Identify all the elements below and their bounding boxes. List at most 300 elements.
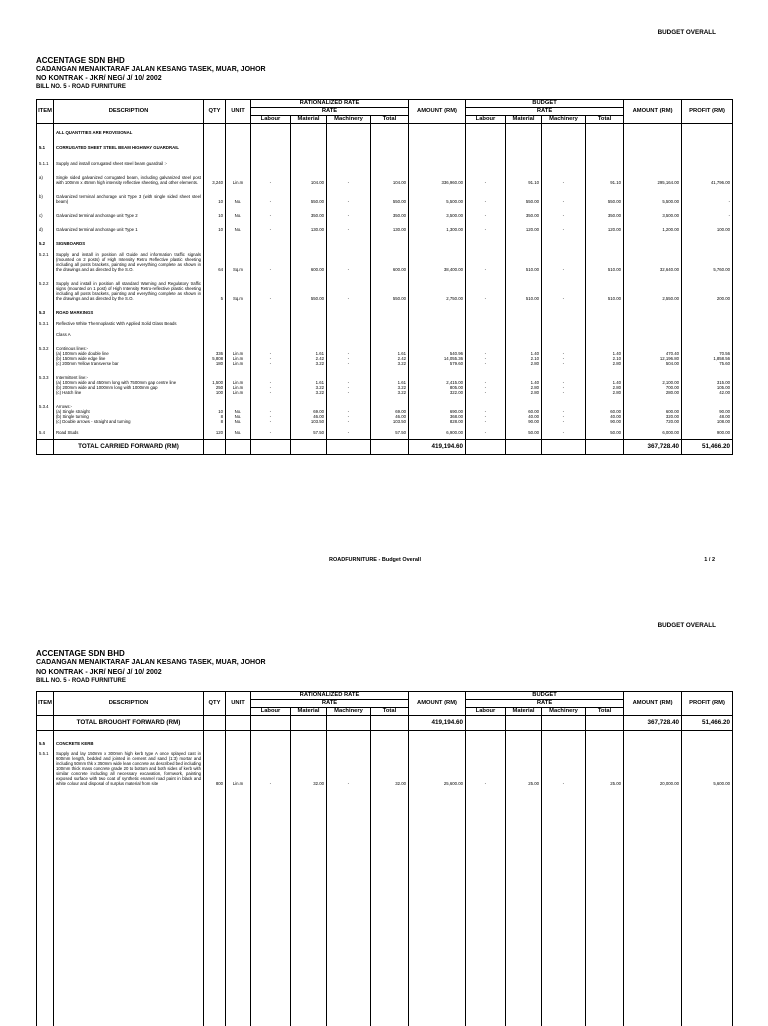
- cell-unit: No.: [226, 409, 251, 414]
- cell-machinery: -: [327, 281, 371, 301]
- cell-budget-machinery: -: [542, 390, 586, 395]
- cell-budget-total: 60.00: [586, 409, 624, 414]
- cell-budget-amount: 6,000.00: [624, 430, 682, 435]
- cell-item: 5.4: [37, 430, 54, 435]
- col-budget-labour: Labour: [466, 116, 506, 124]
- company-name: ACCENTAGE SDN BHD: [36, 56, 125, 65]
- cell-budget-machinery: -: [542, 213, 586, 218]
- cell-total: 2.42: [371, 356, 409, 361]
- cell-amount: 828.00: [409, 419, 466, 424]
- cell-budget-amount: 2,100.00: [624, 380, 682, 385]
- cell-budget-machinery: -: [542, 227, 586, 232]
- page-2: [0, 590, 768, 1024]
- cell-budget-machinery: -: [542, 356, 586, 361]
- cell-material: 1.61: [291, 380, 327, 385]
- col-qty: QTY: [204, 692, 226, 716]
- cell-total: 57.50: [371, 430, 409, 435]
- cell-budget-labour: -: [466, 385, 506, 390]
- cell-budget-labour: -: [466, 380, 506, 385]
- cell-description: Galvanized terminal anchorage unit Type 3 (with single sided sheet steel beam): [54, 194, 204, 204]
- col-budget-material: Material: [506, 116, 542, 124]
- cell-budget-amount: 20,000.00: [624, 751, 682, 786]
- col-budget-rate: RATE: [466, 108, 624, 116]
- cell-budget-material: 550.00: [506, 194, 542, 204]
- cell-material: 550.00: [291, 194, 327, 204]
- cell-labour: -: [251, 351, 291, 356]
- total-carried-forward-row: [37, 440, 733, 455]
- cell-item: 5.2.2: [37, 281, 54, 301]
- cell-unit: No.: [226, 213, 251, 218]
- total-brought-forward-profit: 51,466.20: [682, 716, 733, 731]
- cell-machinery: -: [327, 380, 371, 385]
- col-profit: PROFIT (RM): [682, 100, 733, 124]
- cell-budget-total: 25.00: [586, 751, 624, 786]
- table-row: 5.1.1 Supply and install corrugated sheet steel beam guardrail :-: [37, 161, 733, 166]
- cell-qty: 8: [204, 414, 226, 419]
- cell-budget-labour: -: [466, 390, 506, 395]
- cell-budget-amount: 295,164.00: [624, 175, 682, 185]
- cell-unit: Lin.m: [226, 751, 251, 786]
- cell-unit: Lin.m: [226, 390, 251, 395]
- cell-budget-amount: 1,200.00: [624, 227, 682, 232]
- cell-total: 69.00: [371, 409, 409, 414]
- cell-material: 130.00: [291, 227, 327, 232]
- cell-qty: 336: [204, 351, 226, 356]
- cell-material: 1.61: [291, 351, 327, 356]
- col-budget-labour: Labour: [466, 708, 506, 716]
- cell-budget-machinery: -: [542, 281, 586, 301]
- col-profit: PROFIT (RM): [682, 692, 733, 716]
- cell-labour: -: [251, 385, 291, 390]
- cell-amount: 38,400.00: [409, 252, 466, 272]
- table-row: 5.3 ROAD MARKINGS: [37, 310, 733, 315]
- cell-description: (b) 150mm wide edge line: [54, 356, 204, 361]
- cell-unit: No.: [226, 419, 251, 424]
- cell-profit: 48.00: [682, 414, 733, 419]
- cell-total: 46.00: [371, 414, 409, 419]
- cell-qty: 10: [204, 227, 226, 232]
- cell-profit: 108.00: [682, 419, 733, 424]
- total-carried-forward-budget-amount: 367,728.40: [624, 440, 682, 455]
- cell-budget-amount: 12,196.80: [624, 356, 682, 361]
- col-qty: QTY: [204, 100, 226, 124]
- col-rate: RATE: [251, 108, 409, 116]
- table-row: 5.5 CONCRETE KERB: [37, 741, 733, 746]
- cell-budget-amount: 5,500.00: [624, 194, 682, 204]
- cell-budget-machinery: -: [542, 751, 586, 786]
- table-row: Class A: [37, 332, 733, 337]
- cell-profit: 42.00: [682, 390, 733, 395]
- col-labour: Labour: [251, 708, 291, 716]
- col-budget-machinery: Machinery: [542, 708, 586, 716]
- cell-budget-total: 510.00: [586, 252, 624, 272]
- cell-budget-labour: -: [466, 419, 506, 424]
- cell-amount: 540.96: [409, 351, 466, 356]
- cell-machinery: -: [327, 361, 371, 366]
- col-item: ITEM: [37, 692, 54, 716]
- cell-budget-material: 350.00: [506, 213, 542, 218]
- cell-material: 350.00: [291, 213, 327, 218]
- cell-item: b): [37, 194, 54, 204]
- cell-qty: 8: [204, 419, 226, 424]
- cell-material: 3.22: [291, 361, 327, 366]
- col-machinery: Machinery: [327, 708, 371, 716]
- cell-budget-amount: 600.00: [624, 409, 682, 414]
- cell-budget-material: 1.40: [506, 380, 542, 385]
- cell-description: Galvanized terminal anchorage unit Type 2: [54, 213, 204, 218]
- cell-budget-machinery: -: [542, 175, 586, 185]
- total-brought-forward-label: TOTAL BROUGHT FORWARD (RM): [54, 716, 204, 731]
- cell-total: 130.00: [371, 227, 409, 232]
- cell-budget-amount: 2,550.00: [624, 281, 682, 301]
- cell-amount: 1,300.00: [409, 227, 466, 232]
- cell-description: (c) 200mm Yellow transverse bar: [54, 361, 204, 366]
- col-total: Total: [371, 116, 409, 124]
- cell-machinery: -: [327, 213, 371, 218]
- col-budget-total: Total: [586, 116, 624, 124]
- table-row: 5.3.2 Continous lines:-: [37, 346, 733, 351]
- cell-budget-labour: -: [466, 430, 506, 435]
- cell-description: (a) 100mm wide double line: [54, 351, 204, 356]
- cell-labour: -: [251, 430, 291, 435]
- cell-machinery: -: [327, 385, 371, 390]
- cell-material: 57.50: [291, 430, 327, 435]
- cell-material: 103.50: [291, 419, 327, 424]
- cell-budget-machinery: -: [542, 414, 586, 419]
- cell-labour: -: [251, 390, 291, 395]
- cell-profit: 1,858.56: [682, 356, 733, 361]
- cell-labour: -: [251, 175, 291, 185]
- cell-budget-total: 50.00: [586, 430, 624, 435]
- cell-budget-amount: 504.00: [624, 361, 682, 366]
- cell-budget-labour: -: [466, 409, 506, 414]
- cell-machinery: -: [327, 409, 371, 414]
- budget-overall-tag: BUDGET OVERALL: [657, 29, 716, 36]
- cell-unit: Lin.m: [226, 385, 251, 390]
- table-row: ALL QUANTITIES ARE PROVISIONAL: [37, 130, 733, 135]
- cell-description: (a) Single straight: [54, 409, 204, 414]
- cell-budget-amount: 720.00: [624, 419, 682, 424]
- cell-budget-labour: -: [466, 281, 506, 301]
- col-budget-amount: AMOUNT (RM): [624, 692, 682, 716]
- cell-unit: No.: [226, 194, 251, 204]
- bill-table: [36, 691, 733, 1026]
- cell-description: Single sided galvanized corrugated beam, including galvanized steel post with 100mm x 45mm high intensity reflective sheeting, and other elements.: [54, 175, 204, 185]
- col-budget: BUDGET: [466, 100, 624, 108]
- cell-unit: Sq.m: [226, 281, 251, 301]
- cell-item: d): [37, 227, 54, 232]
- cell-qty: 5: [204, 281, 226, 301]
- table-row: 5.3.3 Intermittent line:-: [37, 375, 733, 380]
- cell-budget-machinery: -: [542, 380, 586, 385]
- cell-description: (c) Double arrows - straight and turning: [54, 419, 204, 424]
- cell-material: 3.22: [291, 390, 327, 395]
- cell-qty: 250: [204, 385, 226, 390]
- cell-budget-material: 2.80: [506, 361, 542, 366]
- cell-machinery: -: [327, 414, 371, 419]
- cell-labour: -: [251, 751, 291, 786]
- cell-profit: 70.56: [682, 351, 733, 356]
- col-budget-total: Total: [586, 708, 624, 716]
- cell-machinery: -: [327, 751, 371, 786]
- cell-budget-amount: 280.00: [624, 390, 682, 395]
- cell-machinery: -: [327, 430, 371, 435]
- cell-budget-material: 25.00: [506, 751, 542, 786]
- cell-profit: -: [682, 194, 733, 204]
- cell-unit: Lin.m: [226, 356, 251, 361]
- cell-budget-total: 2.80: [586, 361, 624, 366]
- cell-unit: No.: [226, 227, 251, 232]
- cell-total: 3.22: [371, 361, 409, 366]
- cell-budget-material: 40.00: [506, 414, 542, 419]
- cell-machinery: -: [327, 252, 371, 272]
- cell-amount: 5,500.00: [409, 194, 466, 204]
- col-total: Total: [371, 708, 409, 716]
- cell-qty: 5,808: [204, 356, 226, 361]
- cell-material: 550.00: [291, 281, 327, 301]
- cell-material: 69.00: [291, 409, 327, 414]
- cell-total: 3.22: [371, 390, 409, 395]
- cell-total: 103.50: [371, 419, 409, 424]
- table-row: 5.3.4 Arrows:-: [37, 404, 733, 409]
- col-budget-amount: AMOUNT (RM): [624, 100, 682, 124]
- col-material: Material: [291, 116, 327, 124]
- cell-labour: -: [251, 252, 291, 272]
- cell-labour: -: [251, 361, 291, 366]
- cell-labour: -: [251, 419, 291, 424]
- cell-budget-material: 91.10: [506, 175, 542, 185]
- cell-budget-labour: -: [466, 227, 506, 232]
- cell-budget-machinery: -: [542, 361, 586, 366]
- cell-item: a): [37, 175, 54, 185]
- col-description: DESCRIPTION: [54, 692, 204, 716]
- cell-budget-amount: 470.40: [624, 351, 682, 356]
- col-rationalized-rate: RATIONALIZED RATE: [251, 100, 409, 108]
- table-row: [37, 194, 733, 204]
- cell-amount: 25,600.00: [409, 751, 466, 786]
- cell-material: 600.00: [291, 252, 327, 272]
- cell-material: 104.00: [291, 175, 327, 185]
- cell-amount: 3,500.00: [409, 213, 466, 218]
- cell-qty: 120: [204, 430, 226, 435]
- cell-budget-labour: -: [466, 194, 506, 204]
- cell-budget-total: 1.40: [586, 351, 624, 356]
- cell-profit: 900.00: [682, 430, 733, 435]
- cell-amount: 805.00: [409, 385, 466, 390]
- table-row: [37, 281, 733, 301]
- cell-item: 5.5.1: [37, 751, 54, 786]
- cell-budget-material: 60.00: [506, 409, 542, 414]
- cell-amount: 336,960.00: [409, 175, 466, 185]
- cell-total: 550.00: [371, 281, 409, 301]
- col-budget-rate: RATE: [466, 700, 624, 708]
- col-budget-material: Material: [506, 708, 542, 716]
- cell-budget-amount: 3,500.00: [624, 213, 682, 218]
- cell-total: 1.61: [371, 351, 409, 356]
- table-row: 5.3.1 Reflective White Thermoplastic With Applied Solid Glass Beads: [37, 321, 733, 326]
- cell-amount: 579.60: [409, 361, 466, 366]
- cell-budget-labour: -: [466, 252, 506, 272]
- cell-labour: -: [251, 414, 291, 419]
- cell-description: (a) 100mm wide and 450mm long with 7500mm gap centre line: [54, 380, 204, 385]
- cell-material: 32.00: [291, 751, 327, 786]
- cell-budget-total: 1.40: [586, 380, 624, 385]
- col-rationalized-rate: RATIONALIZED RATE: [251, 692, 409, 700]
- cell-unit: Sq.m: [226, 252, 251, 272]
- cell-budget-material: 510.00: [506, 281, 542, 301]
- cell-qty: 10: [204, 409, 226, 414]
- cell-amount: 368.00: [409, 414, 466, 419]
- cell-labour: -: [251, 227, 291, 232]
- cell-budget-material: 1.40: [506, 351, 542, 356]
- bill-title: BILL NO. 5 - ROAD FURNITURE: [36, 84, 126, 90]
- cell-description: Supply and install in position all Guide and information traffic signals (mounted on 2 posts) of High Intensity Retro Reflective plastic sheeting including all posts brackets, painting and everything complete as shown in the drawings and as directed by the S.O.: [54, 252, 204, 272]
- cell-description: Road Studs: [54, 430, 204, 435]
- cell-budget-total: 91.10: [586, 175, 624, 185]
- cell-qty: 800: [204, 751, 226, 786]
- cell-unit: No.: [226, 414, 251, 419]
- budget-overall-tag: BUDGET OVERALL: [657, 622, 716, 629]
- cell-budget-total: 350.00: [586, 213, 624, 218]
- cell-budget-machinery: -: [542, 430, 586, 435]
- cell-qty: 10: [204, 194, 226, 204]
- cell-budget-machinery: -: [542, 419, 586, 424]
- cell-material: 46.00: [291, 414, 327, 419]
- cell-description: (c) Hatch line: [54, 390, 204, 395]
- col-labour: Labour: [251, 116, 291, 124]
- cell-amount: 2,750.00: [409, 281, 466, 301]
- cell-profit: 200.00: [682, 281, 733, 301]
- col-item: ITEM: [37, 100, 54, 124]
- col-material: Material: [291, 708, 327, 716]
- cell-budget-labour: -: [466, 414, 506, 419]
- total-brought-forward-amount: 419,194.60: [409, 716, 466, 731]
- cell-item: 5.2.1: [37, 252, 54, 272]
- col-amount: AMOUNT (RM): [409, 692, 466, 716]
- cell-budget-machinery: -: [542, 194, 586, 204]
- cell-budget-machinery: -: [542, 385, 586, 390]
- project-title: CADANGAN MENAIKTARAF JALAN KESANG TASEK, MUAR, JOHOR: [36, 66, 266, 73]
- table-row: [37, 252, 733, 272]
- cell-budget-amount: 320.00: [624, 414, 682, 419]
- table-row: [37, 751, 733, 786]
- col-unit: UNIT: [226, 692, 251, 716]
- cell-unit: Lin.m: [226, 175, 251, 185]
- cell-amount: 690.00: [409, 409, 466, 414]
- cell-budget-labour: -: [466, 351, 506, 356]
- total-carried-forward-amount: 419,194.60: [409, 440, 466, 455]
- col-description: DESCRIPTION: [54, 100, 204, 124]
- cell-budget-labour: -: [466, 356, 506, 361]
- cell-budget-total: 120.00: [586, 227, 624, 232]
- cell-machinery: -: [327, 227, 371, 232]
- total-brought-forward-budget-amount: 367,728.40: [624, 716, 682, 731]
- cell-budget-machinery: -: [542, 409, 586, 414]
- cell-budget-total: 40.00: [586, 414, 624, 419]
- col-amount: AMOUNT (RM): [409, 100, 466, 124]
- col-budget: BUDGET: [466, 692, 624, 700]
- cell-profit: 100.00: [682, 227, 733, 232]
- cell-machinery: -: [327, 419, 371, 424]
- cell-amount: 2,415.00: [409, 380, 466, 385]
- col-budget-machinery: Machinery: [542, 116, 586, 124]
- cell-budget-total: 510.00: [586, 281, 624, 301]
- cell-profit: 5,760.00: [682, 252, 733, 272]
- cell-total: 550.00: [371, 194, 409, 204]
- cell-amount: 6,900.00: [409, 430, 466, 435]
- cell-budget-total: 90.00: [586, 419, 624, 424]
- cell-budget-labour: -: [466, 361, 506, 366]
- col-rate: RATE: [251, 700, 409, 708]
- cell-budget-material: 120.00: [506, 227, 542, 232]
- cell-profit: 41,796.00: [682, 175, 733, 185]
- cell-qty: 64: [204, 252, 226, 272]
- cell-budget-total: 2.80: [586, 390, 624, 395]
- page-number: 1 / 2: [704, 557, 715, 563]
- cell-labour: -: [251, 281, 291, 301]
- cell-labour: -: [251, 356, 291, 361]
- cell-labour: -: [251, 409, 291, 414]
- cell-budget-machinery: -: [542, 252, 586, 272]
- cell-budget-total: 2.10: [586, 356, 624, 361]
- cell-material: 3.22: [291, 385, 327, 390]
- cell-budget-material: 50.00: [506, 430, 542, 435]
- total-carried-forward-profit: 51,466.20: [682, 440, 733, 455]
- project-title: CADANGAN MENAIKTARAF JALAN KESANG TASEK, MUAR, JOHOR: [36, 659, 266, 666]
- cell-total: 350.00: [371, 213, 409, 218]
- cell-total: 3.22: [371, 385, 409, 390]
- cell-qty: 100: [204, 390, 226, 395]
- cell-unit: Lin.m: [226, 361, 251, 366]
- cell-machinery: -: [327, 390, 371, 395]
- cell-profit: -: [682, 213, 733, 218]
- cell-budget-material: 2.80: [506, 390, 542, 395]
- col-unit: UNIT: [226, 100, 251, 124]
- cell-description: Supply and install in position all standard Warning and Regulatory traffic signs (mounted on 1 post) of High Intensity Retro-reflective plastic sheeting including all posts brackets, painting and everything complete as shown in the drawings and as directed by the S.O.: [54, 281, 204, 301]
- cell-budget-total: 550.00: [586, 194, 624, 204]
- cell-machinery: -: [327, 175, 371, 185]
- contract-number: NO KONTRAK - JKR/ NEG/ J/ 10/ 2002: [36, 669, 162, 676]
- cell-budget-amount: 700.00: [624, 385, 682, 390]
- cell-total: 600.00: [371, 252, 409, 272]
- cell-profit: 315.00: [682, 380, 733, 385]
- cell-budget-material: 2.10: [506, 356, 542, 361]
- cell-amount: 14,055.36: [409, 356, 466, 361]
- cell-amount: 322.00: [409, 390, 466, 395]
- cell-budget-total: 2.80: [586, 385, 624, 390]
- cell-budget-material: 2.80: [506, 385, 542, 390]
- cell-budget-material: 90.00: [506, 419, 542, 424]
- bill-table: [36, 99, 733, 455]
- cell-budget-labour: -: [466, 751, 506, 786]
- cell-labour: -: [251, 380, 291, 385]
- cell-unit: No.: [226, 430, 251, 435]
- cell-profit: 5,600.00: [682, 751, 733, 786]
- cell-description: Galvanized terminal anchorage unit Type 1: [54, 227, 204, 232]
- cell-total: 32.00: [371, 751, 409, 786]
- cell-description: Supply and lay 150mm x 300mm high kerb type A once splayed cast in 600mm length, bedded and jointed in cement and sand (1:3) mortar and including 50mm thk x 350mm wide lean concrete as described bed including 100mm thick mass concrete grade 20 to bottom and both sides of kerb with similar concrete including all necessary excavation, formwork, painting exposed surface with two coat of synthetic enamel road paint in black and white colour and disposal of surplus material from site: [54, 751, 204, 786]
- cell-profit: 75.60: [682, 361, 733, 366]
- cell-budget-labour: -: [466, 175, 506, 185]
- cell-labour: -: [251, 213, 291, 218]
- cell-unit: Lin.m: [226, 351, 251, 356]
- cell-qty: 180: [204, 361, 226, 366]
- cell-total: 1.61: [371, 380, 409, 385]
- cell-unit: Lin.m: [226, 380, 251, 385]
- cell-material: 2.42: [291, 356, 327, 361]
- cell-description: (b) 200mm wide and 1000mm long with 1000mm gap: [54, 385, 204, 390]
- cell-budget-material: 510.00: [506, 252, 542, 272]
